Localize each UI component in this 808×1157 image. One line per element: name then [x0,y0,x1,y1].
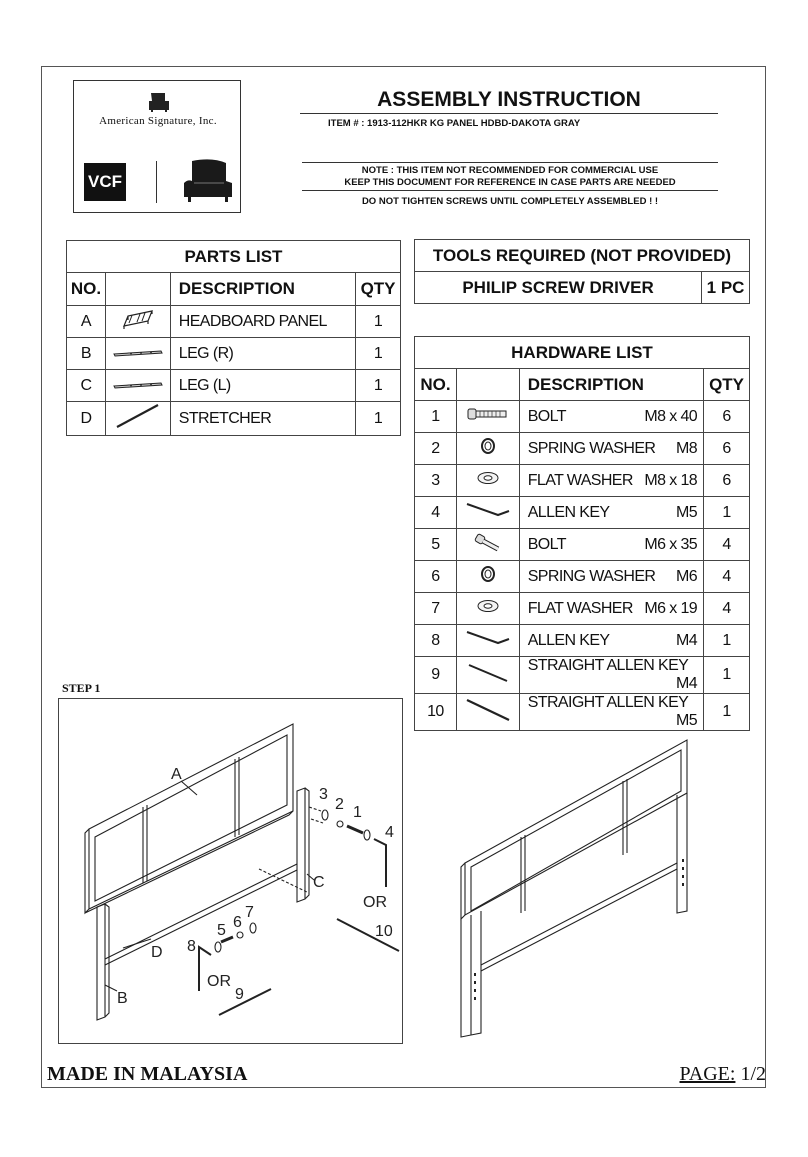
hardware-spec: M8 [676,439,698,457]
hardware-qty: 1 [704,657,750,694]
part-description: LEG (R) [170,338,355,370]
hardware-qty: 1 [704,497,750,529]
note-divider-top [302,162,718,163]
note-keep-document: KEEP THIS DOCUMENT FOR REFERENCE IN CASE PARTS ARE NEEDED [344,177,676,188]
callout-c: C [313,874,325,891]
straight-allen-key-icon [466,662,510,684]
part-no: C [67,370,106,402]
tools-required-table [414,239,750,304]
callout-8: 8 [187,938,196,955]
callout-6: 6 [233,914,242,931]
part-qty: 1 [356,338,401,370]
hardware-qty: 6 [704,433,750,465]
hardware-list-table [414,336,750,731]
table-row [415,561,750,593]
table-row [415,657,750,694]
hardware-spec: M6 [676,567,698,585]
callout-or-top: OR [363,894,387,911]
tool-item: PHILIP SCREW DRIVER [415,272,702,304]
part-no: A [67,306,106,338]
callout-5: 5 [217,922,226,939]
hardware-no: 8 [415,625,457,657]
headboard-panel-icon [118,308,158,330]
hardware-spec: M4 [676,675,698,692]
callout-7: 7 [245,904,254,921]
hardware-description: STRAIGHT ALLEN KEY [527,657,689,674]
allen-key-icon [464,501,512,519]
leg-icon [111,348,165,358]
part-qty: 1 [356,370,401,402]
hardware-qty: 4 [704,593,750,625]
flat-washer-icon [476,471,500,485]
part-description: HEADBOARD PANEL [170,306,355,338]
parts-col-image [105,273,170,306]
step-1-exploded-diagram [59,699,402,1043]
hardware-col-no: NO. [415,369,457,401]
note-do-not-tighten: DO NOT TIGHTEN SCREWS UNTIL COMPLETELY ASSEMBLED ! ! [361,196,659,207]
bolt-icon [466,407,510,421]
hardware-no: 2 [415,433,457,465]
table-row [415,465,750,497]
note-divider-bottom [302,190,718,191]
hardware-spec: M8 x 18 [644,471,698,489]
table-row [415,694,750,731]
callout-3: 3 [319,786,328,803]
table-row [415,529,750,561]
note-commercial-use: NOTE : THIS ITEM NOT RECOMMENDED FOR COMMERCIAL USE [361,165,659,176]
hardware-description: ALLEN KEY [527,631,610,649]
hardware-no: 3 [415,465,457,497]
table-row [415,625,750,657]
hardware-qty: 6 [704,465,750,497]
callout-or-bottom: OR [207,973,231,990]
parts-col-no: NO. [67,273,106,306]
table-row [415,401,750,433]
part-no: D [67,402,106,436]
page-number: 1/2 [740,1063,766,1085]
armchair-icon [180,157,236,205]
hardware-no: 10 [415,694,457,731]
hardware-spec: M6 x 19 [644,599,698,617]
flat-washer-icon [476,599,500,613]
hardware-no: 7 [415,593,457,625]
hardware-description: FLAT WASHER [527,599,633,617]
parts-col-description: DESCRIPTION [170,273,355,306]
spring-washer-icon [479,565,497,583]
hardware-qty: 1 [704,694,750,731]
parts-col-qty: QTY [356,273,401,306]
callout-10: 10 [375,923,393,940]
page-indicator [679,1063,766,1086]
hardware-description: SPRING WASHER [527,439,656,457]
hardware-spec: M6 x 35 [644,535,698,553]
title-divider [300,113,718,114]
armchair-logo-icon [146,91,172,113]
hardware-no: 9 [415,657,457,694]
part-qty: 1 [356,402,401,436]
parts-list-title: PARTS LIST [67,241,401,273]
allen-key-icon [464,629,512,647]
table-row [67,402,401,436]
part-description: STRETCHER [170,402,355,436]
callout-a: A [171,766,182,783]
straight-allen-key-icon [464,697,512,723]
hardware-spec: M5 [676,503,698,521]
table-row [67,338,401,370]
hardware-col-image [456,369,519,401]
part-description: LEG (L) [170,370,355,402]
page-label: PAGE: [679,1063,736,1085]
hardware-description: FLAT WASHER [527,471,633,489]
hardware-qty: 4 [704,529,750,561]
table-row [67,306,401,338]
table-row [415,593,750,625]
hardware-col-description: DESCRIPTION [519,369,703,401]
item-number: ITEM # : 1913-112HKR KG PANEL HDBD-DAKOTA GRAY [328,118,581,129]
bolt-icon [473,532,503,552]
step-1-diagram-box [58,698,403,1044]
callout-b: B [117,990,128,1007]
hardware-qty: 4 [704,561,750,593]
hardware-qty: 1 [704,625,750,657]
logo-divider [156,161,157,203]
table-row [67,370,401,402]
tool-qty: 1 PC [702,272,750,304]
stretcher-icon [113,402,163,430]
hardware-description: BOLT [527,407,566,425]
tools-title: TOOLS REQUIRED (NOT PROVIDED) [415,240,750,272]
hardware-no: 1 [415,401,457,433]
vcf-logo: VCF [84,163,126,201]
hardware-list-title: HARDWARE LIST [415,337,750,369]
part-qty: 1 [356,306,401,338]
leg-icon [111,380,165,390]
hardware-spec: M4 [676,631,698,649]
hardware-description: SPRING WASHER [527,567,656,585]
parts-list-table [66,240,401,436]
table-row [415,497,750,529]
hardware-no: 6 [415,561,457,593]
hardware-description: BOLT [527,535,566,553]
assembled-headboard-illustration [455,735,695,1045]
step-1-label: STEP 1 [62,681,101,695]
hardware-spec: M8 x 40 [644,407,698,425]
hardware-description: ALLEN KEY [527,503,610,521]
hardware-no: 5 [415,529,457,561]
made-in-label: MADE IN MALAYSIA [47,1063,248,1085]
hardware-qty: 6 [704,401,750,433]
company-name: American Signature, Inc. [99,115,217,127]
hardware-description: STRAIGHT ALLEN KEY [527,694,689,711]
table-row [415,433,750,465]
hardware-spec: M5 [676,712,698,729]
callout-9: 9 [235,986,244,1003]
hardware-col-qty: QTY [704,369,750,401]
callout-2: 2 [335,796,344,813]
logo-block [73,80,241,213]
document-title: ASSEMBLY INSTRUCTION [377,88,641,111]
hardware-no: 4 [415,497,457,529]
callout-4: 4 [385,824,394,841]
callout-1: 1 [353,804,362,821]
callout-d: D [151,944,163,961]
spring-washer-icon [479,437,497,455]
part-no: B [67,338,106,370]
